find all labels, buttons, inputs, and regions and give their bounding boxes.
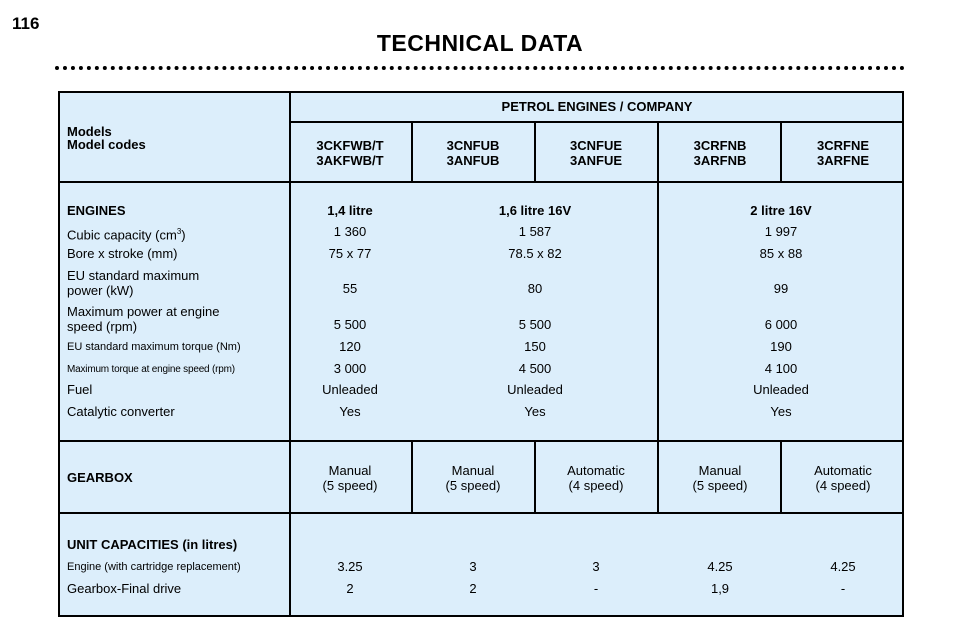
grid-line bbox=[780, 440, 782, 512]
gearbox-value: Manual (5 speed) bbox=[445, 463, 501, 493]
gearbox-value: Automatic (4 speed) bbox=[814, 463, 872, 493]
model-code-col-4: 3CRFNB 3ARFNB bbox=[693, 138, 747, 168]
cell-value: Unleaded bbox=[753, 382, 809, 397]
grid-line bbox=[60, 181, 904, 183]
models-label: Models bbox=[67, 124, 112, 139]
row-label-fuel: Fuel bbox=[67, 382, 93, 397]
cell-value: Unleaded bbox=[507, 382, 563, 397]
grid-line bbox=[411, 440, 413, 512]
cell-value: 3 bbox=[469, 559, 477, 574]
row-label-bore-stroke: Bore x stroke (mm) bbox=[67, 246, 178, 261]
cell-value: 190 bbox=[770, 339, 792, 354]
grid-line bbox=[60, 440, 904, 442]
cell-value: 99 bbox=[773, 281, 789, 296]
cell-value: 3 000 bbox=[333, 361, 367, 376]
row-label-catalytic: Catalytic converter bbox=[67, 404, 175, 419]
cell-value: Yes bbox=[770, 404, 792, 419]
engine-size: 1,6 litre 16V bbox=[498, 203, 572, 218]
cell-value: 2 bbox=[469, 581, 477, 596]
cell-value: 5 500 bbox=[333, 317, 367, 332]
cell-value: Unleaded bbox=[322, 382, 378, 397]
cell-value: 4 100 bbox=[764, 361, 798, 376]
grid-line bbox=[780, 121, 782, 181]
cell-value: 85 x 88 bbox=[759, 246, 803, 261]
model-code-col-5: 3CRFNE 3ARFNE bbox=[816, 138, 870, 168]
cell-value: 78.5 x 82 bbox=[508, 246, 562, 261]
cell-value: 1,9 bbox=[710, 581, 730, 596]
model-code-col-2: 3CNFUB 3ANFUB bbox=[446, 138, 500, 168]
gearbox-value: Manual (5 speed) bbox=[692, 463, 748, 493]
cell-value: 75 x 77 bbox=[328, 246, 372, 261]
cell-value: 2 bbox=[346, 581, 354, 596]
page-title: TECHNICAL DATA bbox=[376, 30, 584, 56]
row-label-torque-speed: Maximum torque at engine speed (rpm) bbox=[67, 364, 235, 375]
grid-line bbox=[411, 121, 413, 181]
grid-line bbox=[534, 440, 536, 512]
cell-value: 6 000 bbox=[764, 317, 798, 332]
capacities-heading: UNIT CAPACITIES (in litres) bbox=[67, 537, 238, 552]
dotted-divider bbox=[55, 66, 905, 70]
cell-value: 80 bbox=[527, 281, 543, 296]
grid-line bbox=[657, 121, 659, 512]
cell-value: 4.25 bbox=[830, 559, 856, 574]
cell-value: 3 bbox=[592, 559, 600, 574]
cell-value: 4.25 bbox=[707, 559, 733, 574]
cell-value: 3.25 bbox=[337, 559, 363, 574]
gearbox-value: Manual (5 speed) bbox=[322, 463, 378, 493]
row-label-cubic-capacity: Cubic capacity $(cm^3)$ bbox=[67, 227, 186, 243]
group-title: PETROL ENGINES / COMPANY bbox=[501, 99, 693, 114]
grid-line bbox=[289, 121, 904, 123]
grid-line bbox=[289, 93, 291, 615]
engines-heading: ENGINES bbox=[67, 203, 126, 218]
model-codes-label: Model codes bbox=[67, 137, 146, 152]
gearbox-value: Automatic (4 speed) bbox=[567, 463, 625, 493]
cell-value: - bbox=[840, 581, 846, 596]
cell-value: 120 bbox=[339, 339, 361, 354]
row-label-gearbox-capacity: Gearbox-Final drive bbox=[67, 581, 182, 596]
cell-value: 1 997 bbox=[764, 224, 798, 239]
cell-value: 5 500 bbox=[518, 317, 552, 332]
row-label-max-torque: EU standard maximum torque (Nm) bbox=[67, 341, 241, 353]
cell-value: - bbox=[593, 581, 599, 596]
cell-value: 1 587 bbox=[518, 224, 552, 239]
cell-value: 1 360 bbox=[333, 224, 367, 239]
engine-size: 1,4 litre bbox=[327, 203, 373, 218]
technical-data-table bbox=[58, 91, 904, 617]
grid-line bbox=[534, 121, 536, 181]
cell-value: Yes bbox=[339, 404, 361, 419]
grid-line bbox=[60, 512, 904, 514]
gearbox-heading: GEARBOX bbox=[67, 470, 133, 485]
cell-value: 150 bbox=[524, 339, 546, 354]
model-code-col-3: 3CNFUE 3ANFUE bbox=[569, 138, 623, 168]
cell-value: 4 500 bbox=[518, 361, 552, 376]
row-label-engine-capacity: Engine (with cartridge replacement) bbox=[67, 561, 241, 573]
cell-value: Yes bbox=[524, 404, 546, 419]
row-label-power-speed: Maximum power at engine speed (rpm) bbox=[67, 304, 220, 334]
page-number: 116 bbox=[12, 14, 40, 33]
cell-value: 55 bbox=[342, 281, 358, 296]
engine-size: 2 litre 16V bbox=[750, 203, 812, 218]
model-code-col-1: 3CKFWB/T 3AKFWB/T bbox=[316, 138, 384, 168]
row-label-max-power: EU standard maximum power (kW) bbox=[67, 268, 200, 298]
